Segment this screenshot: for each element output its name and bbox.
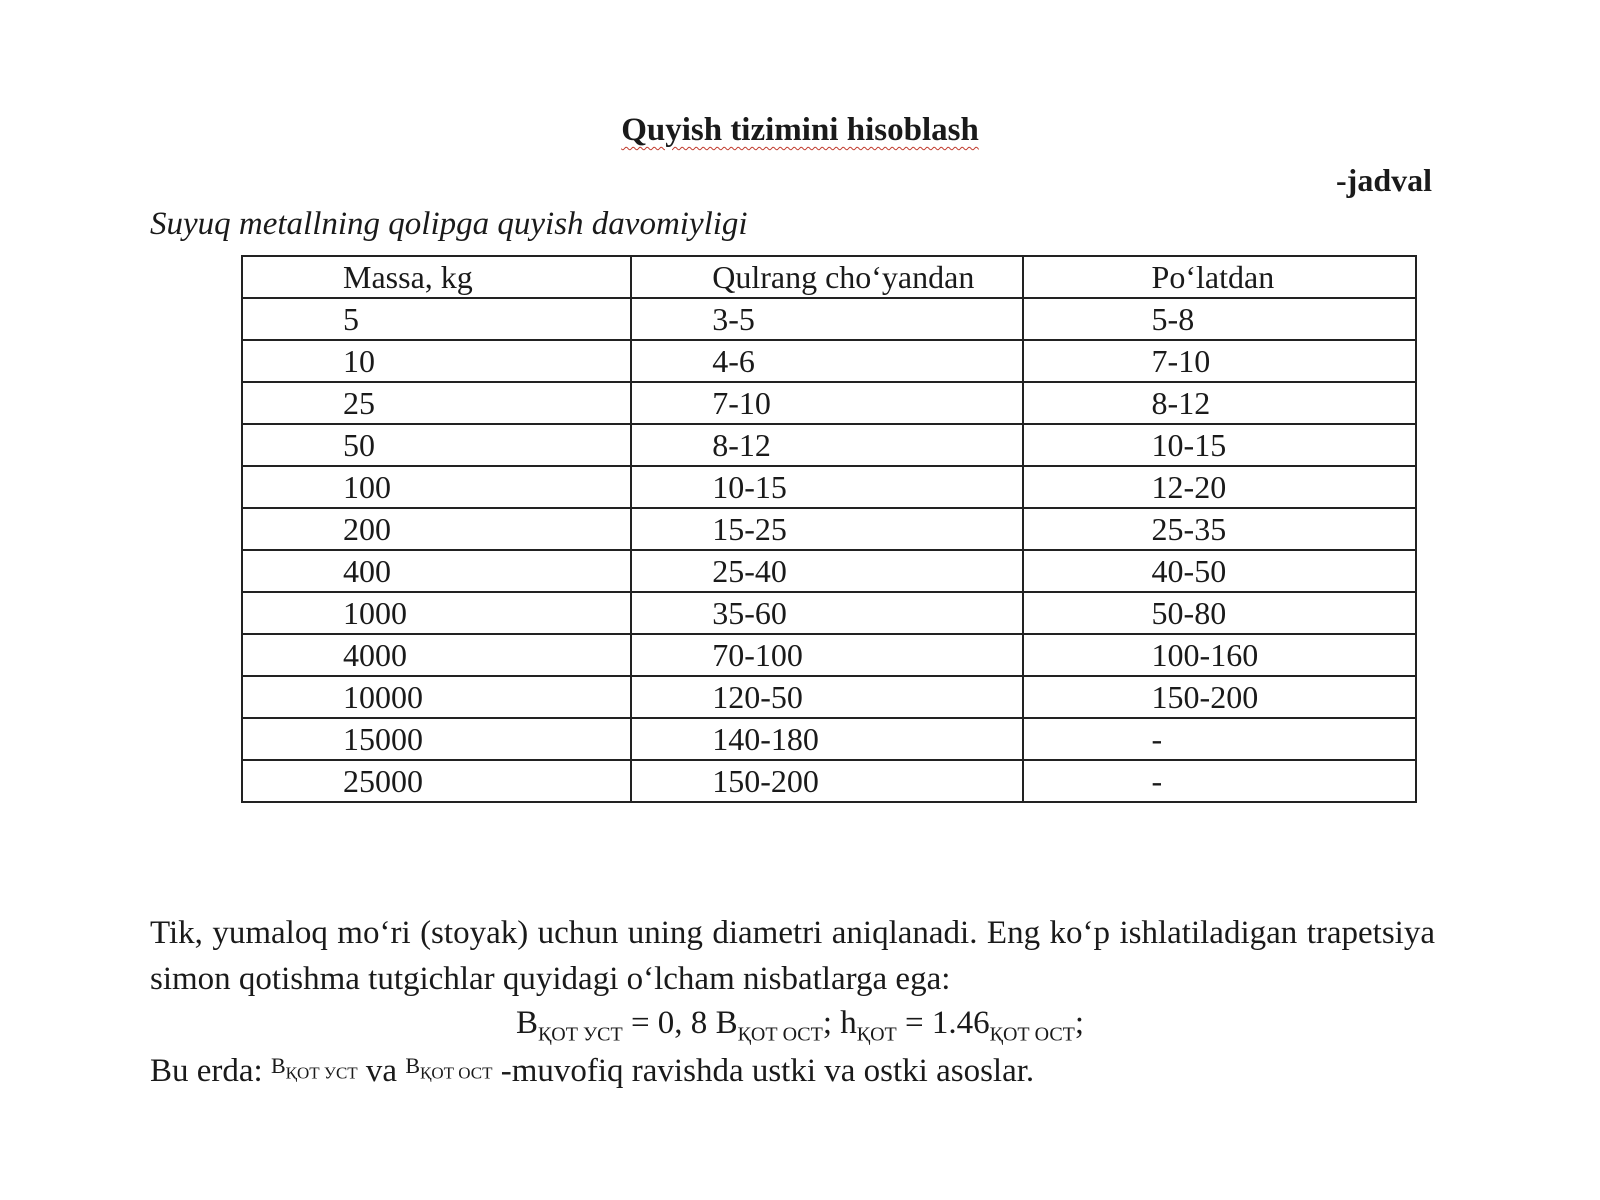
table-number-label: -jadval	[1336, 162, 1432, 198]
formula-eq1: = 0, 8	[622, 1005, 716, 1041]
table-row	[242, 592, 1416, 634]
cell-steel: 100-160	[1023, 634, 1416, 676]
formula-h-sub: ҚОТ	[856, 1023, 897, 1046]
formula-b1: B	[515, 1005, 538, 1041]
pouring-duration-table	[241, 255, 1417, 803]
table-caption: Suyuq metallning qolipga quyish davomiyligi	[150, 206, 748, 242]
body-paragraph: Tik, yumaloq mo‘ri (stoyak) uchun uning diametri aniqlanadi. Eng ko‘p ishlatiladigan trapetsiya simon qotishma tutgichlar quyidagi o‘lcham nisbatlarga ega:	[150, 915, 1435, 997]
table-row	[242, 466, 1416, 508]
cell-mass: 25000	[242, 760, 631, 802]
cell-mass: 25	[242, 382, 631, 424]
table-body	[242, 298, 1416, 802]
formula-sep: ;	[822, 1005, 841, 1041]
cell-gray-cast-iron: 15-25	[631, 508, 1022, 550]
cell-mass: 4000	[242, 634, 631, 676]
cell-mass: 50	[242, 424, 631, 466]
symbol-upper-letter: B	[270, 1053, 286, 1078]
cell-steel: 150-200	[1023, 676, 1416, 718]
formula-b2-sub: ҚОТ ОСТ	[737, 1023, 823, 1046]
formula-line	[0, 1005, 1600, 1047]
cell-mass: 200	[242, 508, 631, 550]
symbol-lower	[405, 1053, 493, 1083]
cell-gray-cast-iron: 7-10	[631, 382, 1022, 424]
cell-mass: 15000	[242, 718, 631, 760]
table-row	[242, 760, 1416, 802]
definition-intro: Bu erda:	[150, 1053, 271, 1089]
title-text: Quyish tizimini hisoblash	[621, 112, 979, 148]
cell-steel: 40-50	[1023, 550, 1416, 592]
page-title	[0, 112, 1600, 149]
table-row	[242, 550, 1416, 592]
cell-steel: -	[1023, 760, 1416, 802]
definition-line	[150, 1053, 1034, 1090]
table-header-row	[242, 256, 1416, 298]
symbol-upper-sub: ҚОТ УСТ	[285, 1063, 358, 1083]
formula-end: ;	[1074, 1005, 1085, 1041]
cell-mass: 1000	[242, 592, 631, 634]
cell-mass: 5	[242, 298, 631, 340]
cell-gray-cast-iron: 3-5	[631, 298, 1022, 340]
cell-gray-cast-iron: 150-200	[631, 760, 1022, 802]
header-gray-cast-iron: Qulrang cho‘yandan	[631, 256, 1022, 298]
table-row	[242, 424, 1416, 466]
table-row	[242, 382, 1416, 424]
table-row	[242, 634, 1416, 676]
formula-h: h	[840, 1005, 857, 1041]
cell-gray-cast-iron: 120-50	[631, 676, 1022, 718]
cell-steel: 25-35	[1023, 508, 1416, 550]
cell-steel: 8-12	[1023, 382, 1416, 424]
formula-b2: B	[715, 1005, 738, 1041]
table-row	[242, 718, 1416, 760]
cell-gray-cast-iron: 140-180	[631, 718, 1022, 760]
cell-mass: 10	[242, 340, 631, 382]
cell-gray-cast-iron: 4-6	[631, 340, 1022, 382]
cell-mass: 10000	[242, 676, 631, 718]
cell-steel: 5-8	[1023, 298, 1416, 340]
cell-gray-cast-iron: 10-15	[631, 466, 1022, 508]
table-row	[242, 340, 1416, 382]
cell-mass: 400	[242, 550, 631, 592]
cell-gray-cast-iron: 8-12	[631, 424, 1022, 466]
cell-steel: 7-10	[1023, 340, 1416, 382]
formula-eq2: = 1.46	[896, 1005, 990, 1041]
table-row	[242, 508, 1416, 550]
cell-gray-cast-iron: 70-100	[631, 634, 1022, 676]
definition-va: va	[357, 1053, 406, 1089]
symbol-upper	[270, 1053, 358, 1083]
cell-steel: 12-20	[1023, 466, 1416, 508]
cell-gray-cast-iron: 35-60	[631, 592, 1022, 634]
formula-b1-sub: ҚОТ УСТ	[537, 1023, 623, 1046]
cell-steel: 50-80	[1023, 592, 1416, 634]
header-mass: Massa, kg	[242, 256, 631, 298]
definition-rest: -muvofiq ravishda ustki va ostki asoslar.	[492, 1053, 1035, 1089]
formula-tail-sub: ҚОТ ОСТ	[989, 1023, 1075, 1046]
cell-gray-cast-iron: 25-40	[631, 550, 1022, 592]
table-row	[242, 298, 1416, 340]
header-steel: Po‘latdan	[1023, 256, 1416, 298]
symbol-lower-sub: ҚОТ ОСТ	[420, 1063, 493, 1083]
symbol-lower-letter: B	[405, 1053, 421, 1078]
table-row	[242, 676, 1416, 718]
cell-steel: 10-15	[1023, 424, 1416, 466]
cell-mass: 100	[242, 466, 631, 508]
cell-steel: -	[1023, 718, 1416, 760]
